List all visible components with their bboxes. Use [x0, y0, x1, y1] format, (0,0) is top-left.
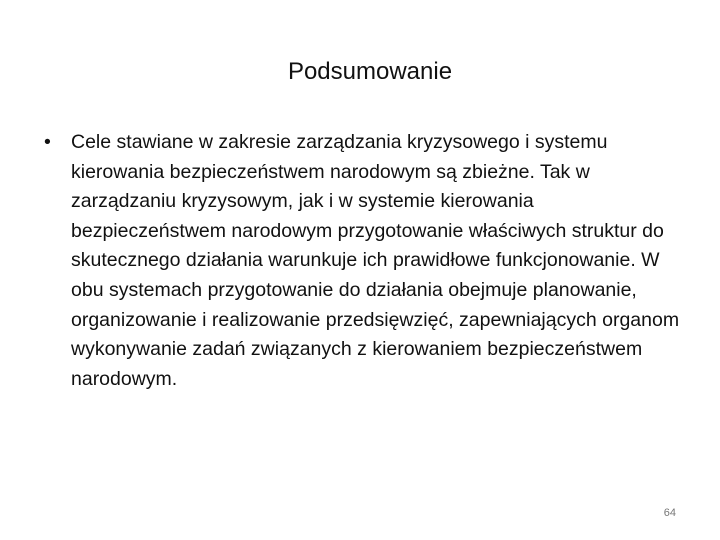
bullet-list	[44, 128, 684, 394]
bullet-marker: •	[44, 131, 51, 153]
slide-title: Podsumowanie	[287, 58, 453, 85]
bullet-item	[44, 128, 684, 394]
page-number: 64	[663, 507, 676, 519]
bullet-text: Cele stawiane w zakresie zarządzania kryzysowego i systemu kierowania bezpieczeństwem narodowym są zbieżne. Tak w zarządzaniu kryzysowym, jak i w systemie kierowania bezpieczeństwem narodowym przygotowanie właściwych struktur do skutecznego działania warunkuje ich prawidłowe funkcjonowanie. W obu systemach przygotowanie do działania obejmuje planowanie, organizowanie i realizowanie przedsięwzięć, zapewniających organom wykonywanie zadań związanych z kierowaniem bezpieczeństwem narodowym.	[71, 131, 680, 390]
